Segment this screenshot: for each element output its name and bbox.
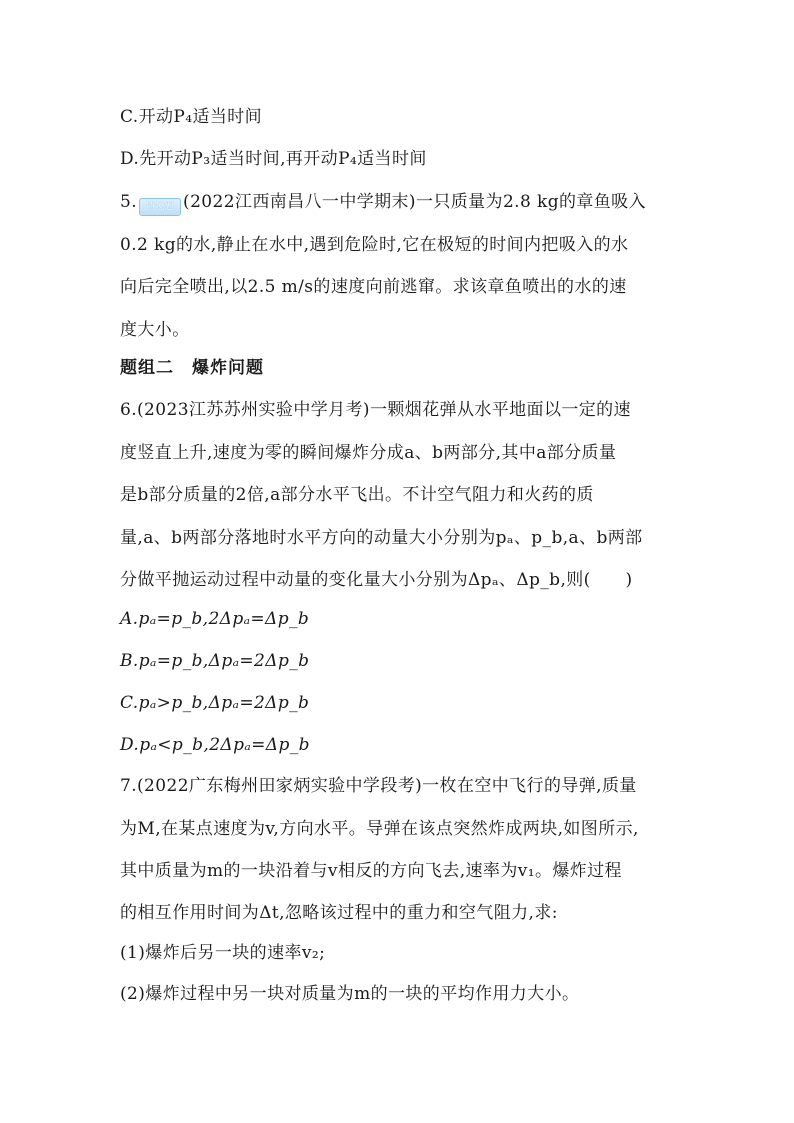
question-5-text: (2022江西南昌八一中学期末)一只质量为2.8 kg的章鱼吸入: [183, 192, 646, 212]
question-7-line-2: 为M,在某点速度为v,方向水平。导弹在该点突然炸成两块,如图所示,: [120, 819, 639, 839]
question-6-line-1: 6.(2023江苏苏州实验中学月考)一颗烟花弹从水平地面以一定的速: [120, 400, 631, 420]
question-6-line-4: 量,a、b两部分落地时水平方向的动量大小分别为pₐ、p_b,a、b两部: [120, 528, 643, 548]
option-d-line: D.先开动P₃适当时间,再开动P₄适当时间: [120, 149, 427, 169]
option-a-line: A.pₐ=p_b,2Δpₐ=Δp_b: [120, 609, 310, 629]
question-6-line-3: 是b部分质量的2倍,a部分水平飞出。不计空气阻力和火药的质: [120, 485, 594, 505]
question-7-line-4: 的相互作用时间为Δt,忽略该过程中的重力和空气阻力,求:: [120, 903, 558, 923]
question-5-line-1: [120, 191, 646, 216]
question-7-part-1: (1)爆炸后另一块的速率v₂;: [120, 943, 326, 963]
context-question-tag: 情境题: [139, 198, 181, 216]
question-7-part-2: (2)爆炸过程中另一块对质量为m的一块的平均作用力大小。: [120, 984, 580, 1004]
question-6-line-5: 分做平抛运动过程中动量的变化量大小分别为Δpₐ、Δp_b,则( ): [120, 570, 633, 590]
option-b-line: B.pₐ=p_b,Δpₐ=2Δp_b: [120, 651, 310, 671]
question-6-line-2: 度竖直上升,速度为零的瞬间爆炸分成a、b两部分,其中a部分质量: [120, 443, 617, 463]
option-d-line-q6: D.pₐ<p_b,2Δpₐ=Δp_b: [120, 735, 310, 755]
section-heading: 题组二 爆炸问题: [120, 358, 264, 378]
question-5-line-4: 度大小。: [120, 320, 190, 340]
question-5-line-3: 向后完全喷出,以2.5 m/s的速度向前逃窜。求该章鱼喷出的水的速: [120, 277, 627, 297]
option-c-line-q6: C.pₐ>p_b,Δpₐ=2Δp_b: [120, 693, 310, 713]
option-c-line: C.开动P₄适当时间: [120, 107, 263, 127]
question-5-number: 5.: [120, 192, 138, 212]
question-7-line-1: 7.(2022广东梅州田家炳实验中学段考)一枚在空中飞行的导弹,质量: [120, 776, 637, 796]
question-5-line-2: 0.2 kg的水,静止在水中,遇到危险时,它在极短的时间内把吸入的水: [120, 235, 629, 255]
question-7-line-3: 其中质量为m的一块沿着与v相反的方向飞去,速率为v₁。爆炸过程: [120, 861, 622, 881]
